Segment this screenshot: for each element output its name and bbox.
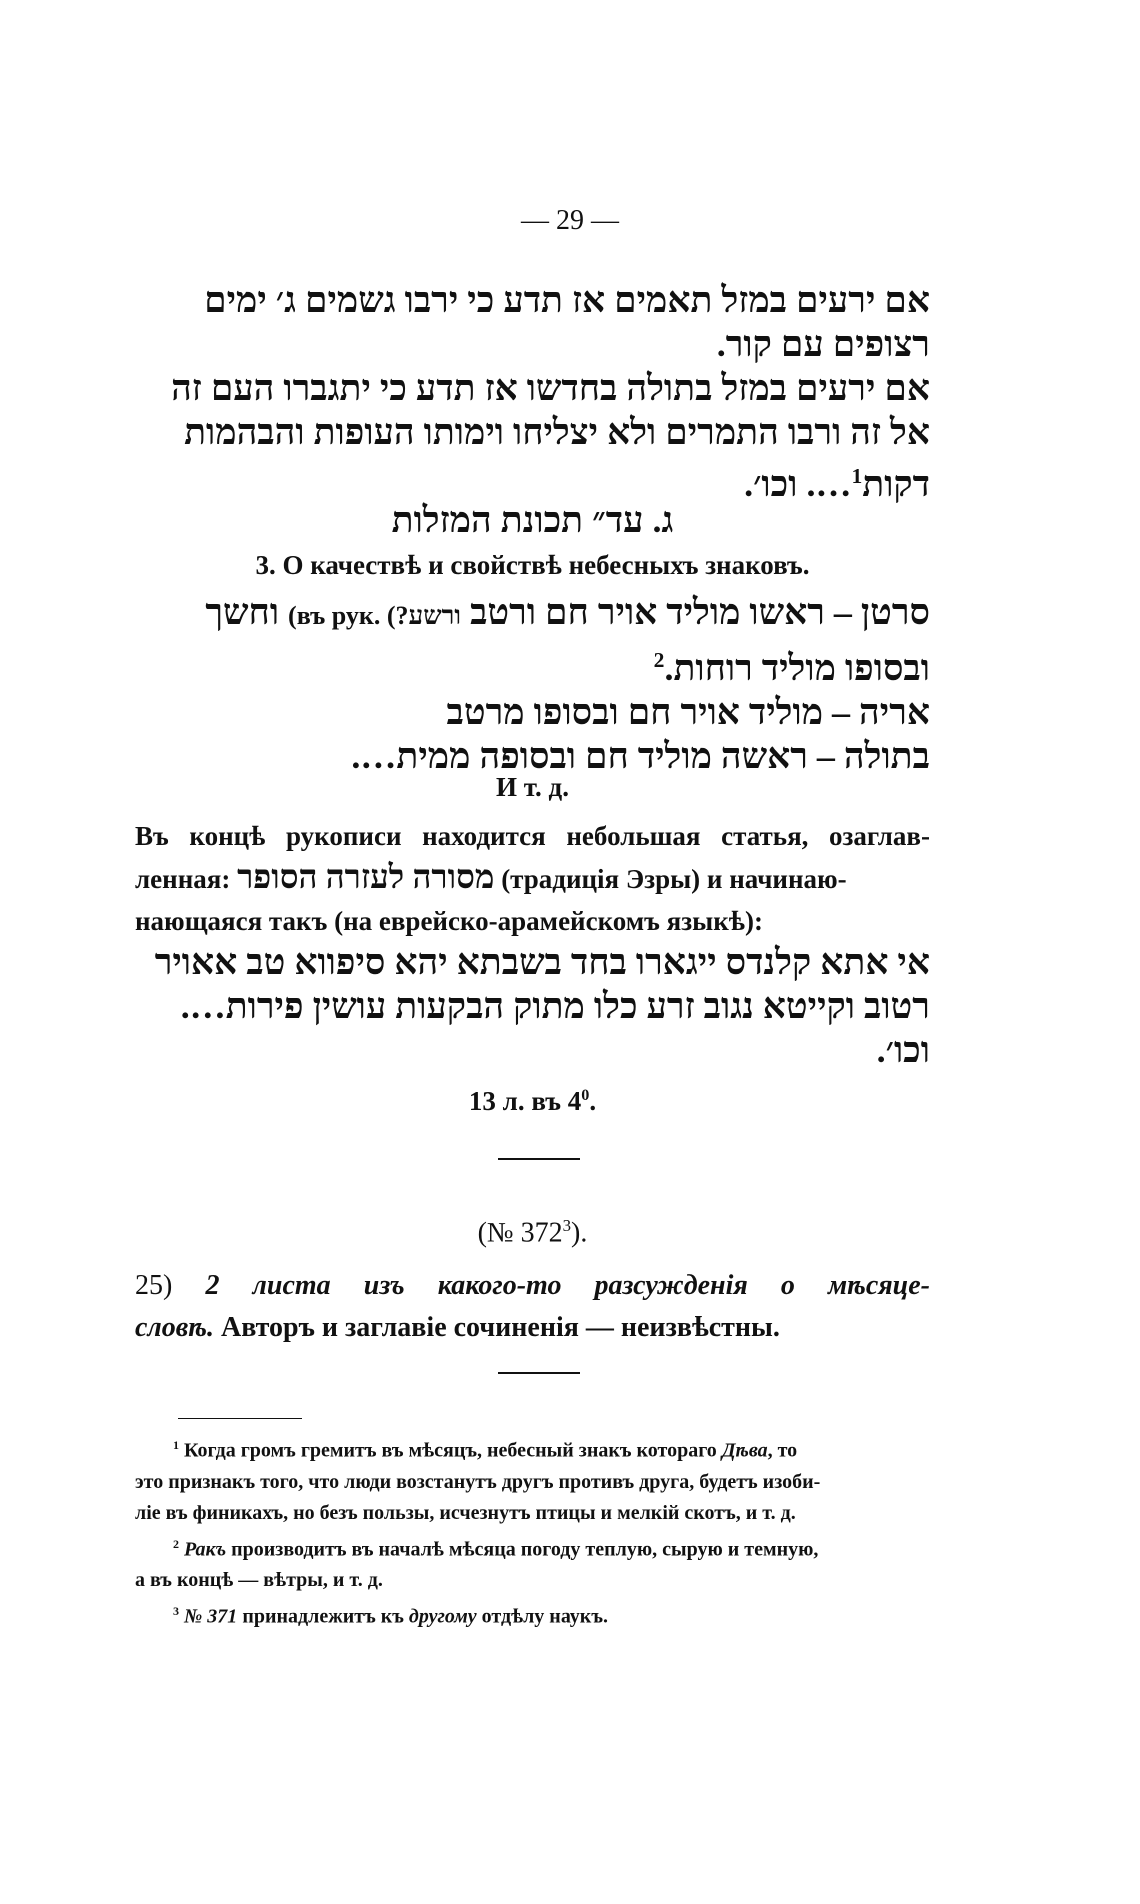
footnote-rule [178, 1418, 302, 1419]
hebrew-variant: ורשע?) [386, 601, 462, 630]
hebrew-word: …. וכו׳. [744, 464, 852, 504]
footnote-ref-2: 2 [653, 648, 665, 672]
footnote-2 [135, 1529, 930, 1566]
footnote-text: Когда громъ гремитъ въ мѣсяцъ, небесный знакъ котораго [184, 1439, 717, 1462]
hebrew-title: מסורה לעזרה הסופר [237, 860, 495, 896]
footnote-italic: Дѣва [721, 1439, 768, 1462]
entry-title: 2 листа изъ какого-то разсужденія о мѣсяце- [205, 1270, 931, 1301]
entry-number-text: (№ 372 [477, 1217, 563, 1249]
folio-text: 13 л. въ 4 [468, 1086, 582, 1116]
footnote-num: 2 [173, 1536, 179, 1551]
hebrew-line: אם ירעים במזל בתולה בחדשו אז תדע כי יתגברו העם זה [171, 368, 930, 408]
paragraph-line: нающаяся такъ (на еврейско-арамейскомъ языкѣ): [135, 906, 763, 936]
footnotes [135, 1430, 930, 1633]
sign-line-virgo: בתולה – ראשה מוליד חם ובסופה ממית…. [351, 736, 930, 776]
footnote-1-line: это признакъ того, что люди возстанутъ другъ противъ друга, будетъ изоби- [135, 1470, 821, 1493]
aramaic-line: אי אתא קלנדס ייגארו בחד בשבתא יהא סיפווא טב אאויר [154, 942, 930, 982]
page-number: — 29 — [521, 205, 619, 236]
entry-number-end: ). [571, 1217, 588, 1249]
footnote-1 [135, 1430, 930, 1467]
divider-rule [498, 1158, 580, 1160]
folio-count [135, 1078, 930, 1118]
footnote-italic: другому [408, 1605, 477, 1628]
hebrew-heading: ג. עד״ תכונת המזלות [391, 500, 674, 540]
hebrew-phrase: סרטן – ראשו מוליד אויר חם ורטב [470, 592, 930, 632]
footnote-text: производитъ въ началѣ мѣсяца погоду теплую, сырую и темную, [231, 1538, 819, 1561]
entry-line [135, 1265, 930, 1307]
footnote-2-line: а въ концѣ — вѣтры, и т. д. [135, 1569, 383, 1592]
sign-line-cancer [135, 590, 930, 638]
hebrew-word: וחשך [205, 592, 280, 632]
sign-line-cancer-2 [135, 638, 930, 690]
footnote-ref-1: 1 [851, 464, 863, 488]
aramaic-line: רטוב וקייטא נגוב זרע כלו מתוק הבקעות עושין פירות…. [180, 986, 930, 1026]
sign-line-leo: אריה – מוליד אויר חם ובסופו מרטב [446, 692, 930, 732]
etc-line: И т. д. [496, 772, 569, 802]
aramaic-line: וכו׳. [876, 1030, 930, 1070]
footnote-1-line: ліе въ финикахъ, но безъ пользы, исчезнутъ птицы и мелкій скотъ, и т. д. [135, 1501, 796, 1524]
folio-end: . [589, 1086, 597, 1116]
paragraph-line [135, 857, 930, 900]
entry-index: 25) [135, 1270, 173, 1301]
paragraph-text: ленная: [135, 864, 231, 894]
entry-note: Авторъ и заглавіе сочиненія — неизвѣстны. [220, 1312, 780, 1343]
footnote-italic: № 371 [184, 1605, 238, 1628]
russian-note-text: (въ рук. [288, 601, 381, 630]
hebrew-line: אם ירעים במזל תאמים אז תדע כי ירבו גשמים ג׳ ימים [204, 280, 930, 320]
zodiac-signs-block [135, 590, 930, 778]
footnote-num: 3 [173, 1604, 179, 1619]
russian-paragraph [135, 815, 930, 942]
footnote-ref-3: 3 [562, 1216, 572, 1235]
entry-number [135, 1208, 930, 1251]
hebrew-word: דקות [862, 464, 930, 504]
hebrew-line: אל זה ורבו התמרים ולא יצליחו וימותו העופות והבהמות [184, 412, 930, 452]
aramaic-text-block [135, 940, 930, 1072]
hebrew-line: רצופים עם קור. [716, 324, 930, 364]
paragraph-line: Въ концѣ рукописи находится небольшая статья, озаглав- [135, 821, 930, 851]
divider-rule [498, 1372, 580, 1374]
footnote-num: 1 [173, 1438, 179, 1452]
entry-description [135, 1265, 930, 1349]
entry-title-end: словѣ. [135, 1312, 214, 1343]
footnote-text: , то [767, 1439, 798, 1462]
footnote-italic: Ракъ [184, 1538, 227, 1561]
russian-heading: 3. О качествѣ и свойствѣ небесныхъ знаковъ. [255, 550, 810, 580]
hebrew-text-block [135, 278, 930, 506]
hebrew-phrase: ובסופו מוליד רוחות. [664, 648, 930, 688]
paragraph-text: (традиція Эзры) и начинаю- [501, 864, 847, 894]
footnote-text: принадлежитъ къ [242, 1605, 404, 1628]
footnote-text: отдѣлу наукъ. [481, 1605, 608, 1628]
footnote-3 [135, 1596, 930, 1633]
folio-format-sup: 0 [581, 1086, 590, 1104]
entry-line [135, 1307, 930, 1349]
russian-note [288, 601, 461, 630]
